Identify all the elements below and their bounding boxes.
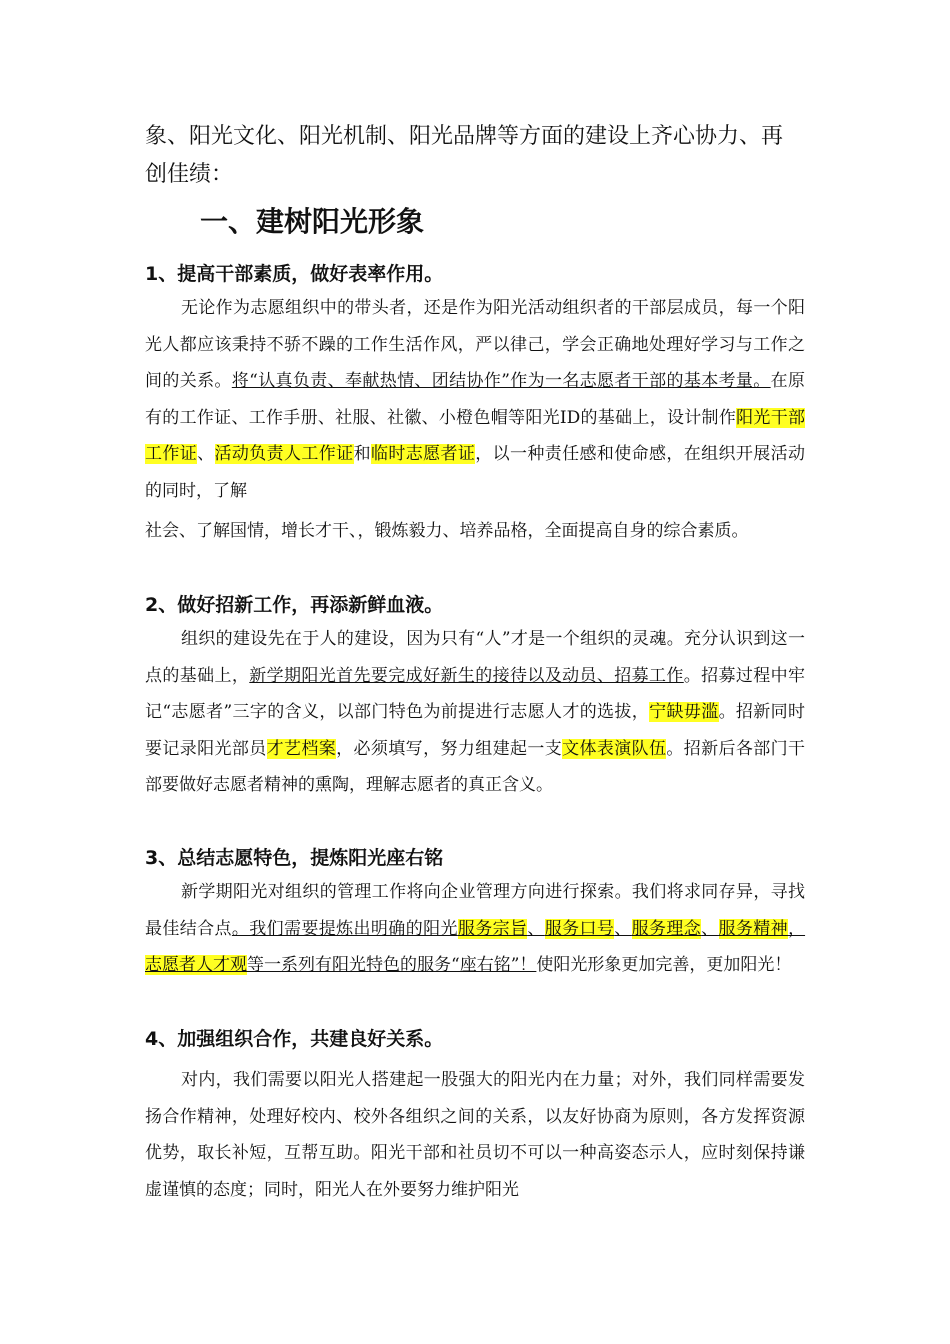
intro-paragraph [145,118,805,194]
sec2-highlight-3: 文体表演队伍 [562,738,667,759]
sec2-text-1: 组织的建设先在于人的建设，因为只有“人”才是一个组织的灵魂。充分认识到这一点的基础上， [145,629,805,686]
sec3-sep-4: ， [788,918,806,939]
sec3-paragraph [145,874,805,984]
sec1-highlight-1: 阳光干部工作证 [145,407,806,465]
sec2-highlight-2: 才艺档案 [266,738,337,759]
sec3-highlight-1: 服务宗旨 [457,918,528,939]
sec3-sep-2: 、 [614,918,632,939]
sec1-paragraph-continued: 社会、了解国情，增长才干、，锻炼毅力、培养品格，全面提高自身的综合素质。 [145,521,749,541]
sec2-underline-1: 新学期阳光首先要完成好新生的接待以及动员、招募工作 [249,665,684,686]
sec1-highlight-2: 活动负责人工作证 [214,444,354,465]
sec2-text-2: 。招募过程中牢记“志愿者”三字的含义，以部门特色为前提进行志愿人才的选拔， [145,665,806,723]
sec4-paragraph: 对内，我们需要以阳光人搭建起一股强大的阳光内在力量；对外，我们同样需要发扬合作精神，处理好校内、校外各组织之间的关系，以友好协商为原则，各方发挥资源优势，取长补短，互帮互助。阳光干部和社员切不可以一种高姿态示人，应时刻保持谦虚谨慎的态度；同时，阳光人在外要努力维护阳光 [145,1070,805,1200]
sec3-highlight-3: 服务理念 [631,918,702,939]
sec2-title: 2、做好招新工作，再添新鲜血液。 [145,594,444,616]
sec2-highlight-1: 宁缺毋滥 [649,702,719,723]
sec3-underline-2: 等一系列有阳光特色的服务“座右铭”！ [247,955,537,976]
intro-line-2: 创佳绩： [145,162,234,187]
sec1-highlight-3: 临时志愿者证 [370,444,476,465]
sec2-text-3: 。招新同时要记录阳光部员 [145,702,805,759]
sec3-highlight-4: 服务精神 [718,918,789,939]
section-heading-main: 一、建树阳光形象 [200,205,425,238]
sec1-title: 1、提高干部素质，做好表率作用。 [145,263,444,285]
sec1-paragraph [145,290,805,510]
sec3-text-2: 使阳光形象更加完善，更加阳光！ [536,955,792,976]
sec3-sep-1: 、 [527,918,545,939]
sec3-highlight-2: 服务口号 [544,918,615,939]
sec1-underline-1: 将“认真负责、奉献热情、团结协作”作为一名志愿者干部的基本考量。 [231,371,771,392]
sec2-text-4: ，必须填写，努力组建起一支 [336,738,563,759]
sec3-text-1: 新学期阳光对组织的管理工作将向企业管理方向进行探索。我们将求同存异，寻找最佳结合点 [145,882,805,939]
sec2-text-5: 。招新后各部门干部要做好志愿者精神的熏陶，理解志愿者的真正含义。 [145,738,806,796]
sec1-sep-1: 、 [197,444,215,465]
sec3-highlight-5: 志愿者人才观 [145,955,247,976]
sec2-paragraph [145,621,805,804]
sec3-underline-1: 。我们需要提炼出明确的阳光 [231,918,458,939]
sec3-sep-3: 、 [701,918,719,939]
sec1-text-2: 在原有的工作证、工作手册、社服、社徽、小橙色帽等阳光ID的基础上，设计制作 [145,371,805,428]
sec1-text-1: 无论作为志愿组织中的带头者，还是作为阳光活动组织者的干部层成员，每一个阳光人都应该秉持不骄不躁的工作生活作风，严以律己，学会正确地处理好学习与工作之间的关系。 [145,298,805,392]
intro-line-1: 象、阳光文化、阳光机制、阳光品牌等方面的建设上齐心协力、再 [145,124,784,149]
sec3-title: 3、总结志愿特色，提炼阳光座右铭 [145,847,444,869]
sec4-title: 4、加强组织合作，共建良好关系。 [145,1028,444,1050]
sec1-sep-2: 和 [353,444,371,465]
sec1-text-3: ，以一种责任感和使命感，在组织开展活动的同时，了解 [145,444,806,501]
